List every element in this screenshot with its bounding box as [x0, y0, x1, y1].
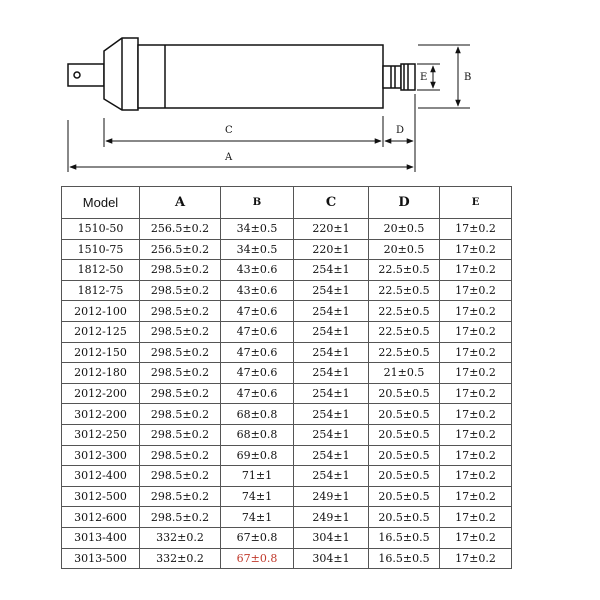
cell-a: 298.5±0.2 — [140, 363, 221, 384]
table-row — [62, 486, 512, 507]
cell-d: 16.5±0.5 — [369, 527, 440, 548]
table-row — [62, 321, 512, 342]
cell-e: 17±0.2 — [440, 527, 512, 548]
cell-a: 298.5±0.2 — [140, 404, 221, 425]
header-model: Model — [62, 187, 140, 219]
cell-b: 68±0.8 — [221, 424, 294, 445]
cell-b: 47±0.6 — [221, 321, 294, 342]
cell-d: 20.5±0.5 — [369, 486, 440, 507]
cell-d: 16.5±0.5 — [369, 548, 440, 569]
product-tube — [383, 66, 401, 88]
cell-e: 17±0.2 — [440, 486, 512, 507]
table-row — [62, 301, 512, 322]
label-b: B — [464, 72, 472, 83]
cell-d: 20.5±0.5 — [369, 466, 440, 487]
cell-model: 2012-180 — [62, 363, 140, 384]
cell-d: 20.5±0.5 — [369, 404, 440, 425]
cell-c: 254±1 — [294, 342, 369, 363]
cell-b: 67±0.8 — [221, 527, 294, 548]
cell-b: 34±0.5 — [221, 239, 294, 260]
cell-b: 43±0.6 — [221, 260, 294, 281]
cell-a: 298.5±0.2 — [140, 486, 221, 507]
cell-model: 2012-150 — [62, 342, 140, 363]
table-row — [62, 219, 512, 240]
cell-e: 17±0.2 — [440, 342, 512, 363]
table-row — [62, 424, 512, 445]
cell-model: 2012-125 — [62, 321, 140, 342]
membrane-body — [138, 45, 383, 108]
cell-e: 17±0.2 — [440, 404, 512, 425]
table-row — [62, 239, 512, 260]
table-row — [62, 342, 512, 363]
cell-e: 17±0.2 — [440, 363, 512, 384]
header-c: C — [294, 187, 369, 219]
table-row — [62, 445, 512, 466]
cell-e: 17±0.2 — [440, 445, 512, 466]
cell-a: 256.5±0.2 — [140, 239, 221, 260]
table-row — [62, 507, 512, 528]
cell-c: 254±1 — [294, 321, 369, 342]
cell-a: 332±0.2 — [140, 527, 221, 548]
cell-a: 298.5±0.2 — [140, 321, 221, 342]
table-row — [62, 548, 512, 569]
cell-e: 17±0.2 — [440, 507, 512, 528]
cell-d: 22.5±0.5 — [369, 321, 440, 342]
header-d: D — [369, 187, 440, 219]
cell-model: 3012-500 — [62, 486, 140, 507]
cell-model: 3012-300 — [62, 445, 140, 466]
cell-d: 22.5±0.5 — [369, 260, 440, 281]
cell-e: 17±0.2 — [440, 321, 512, 342]
label-c: C — [225, 125, 233, 136]
cell-b: 47±0.6 — [221, 342, 294, 363]
table-header-row — [62, 187, 512, 219]
label-e: E — [420, 72, 428, 83]
cell-b: 69±0.8 — [221, 445, 294, 466]
cell-e: 17±0.2 — [440, 239, 512, 260]
cell-c: 254±1 — [294, 383, 369, 404]
cell-c: 254±1 — [294, 363, 369, 384]
table-row — [62, 280, 512, 301]
cell-d: 20.5±0.5 — [369, 383, 440, 404]
cell-a: 298.5±0.2 — [140, 383, 221, 404]
cell-model: 2012-100 — [62, 301, 140, 322]
cell-b: 47±0.6 — [221, 301, 294, 322]
cell-c: 249±1 — [294, 486, 369, 507]
cell-model: 2012-200 — [62, 383, 140, 404]
cell-c: 254±1 — [294, 424, 369, 445]
cell-a: 298.5±0.2 — [140, 301, 221, 322]
table-row — [62, 260, 512, 281]
membrane-dimension-drawing — [0, 0, 600, 185]
cell-a: 332±0.2 — [140, 548, 221, 569]
cell-c: 220±1 — [294, 239, 369, 260]
cell-c: 220±1 — [294, 219, 369, 240]
cell-b: 74±1 — [221, 486, 294, 507]
cell-e: 17±0.2 — [440, 383, 512, 404]
cell-c: 254±1 — [294, 280, 369, 301]
cell-e: 17±0.2 — [440, 424, 512, 445]
cell-model: 3013-500 — [62, 548, 140, 569]
cell-b: 68±0.8 — [221, 404, 294, 425]
cell-b: 43±0.6 — [221, 280, 294, 301]
table-row — [62, 363, 512, 384]
cell-a: 298.5±0.2 — [140, 466, 221, 487]
cell-a: 298.5±0.2 — [140, 280, 221, 301]
cell-e: 17±0.2 — [440, 219, 512, 240]
cell-d: 20.5±0.5 — [369, 507, 440, 528]
cell-a: 298.5±0.2 — [140, 260, 221, 281]
cell-b: 71±1 — [221, 466, 294, 487]
table-row — [62, 466, 512, 487]
header-e: E — [440, 187, 512, 219]
header-a: A — [140, 187, 221, 219]
cell-model: 3013-400 — [62, 527, 140, 548]
cell-d: 20±0.5 — [369, 219, 440, 240]
cell-c: 249±1 — [294, 507, 369, 528]
cell-d: 21±0.5 — [369, 363, 440, 384]
cell-c: 254±1 — [294, 445, 369, 466]
cell-d: 22.5±0.5 — [369, 280, 440, 301]
label-a: A — [225, 152, 233, 163]
table-row — [62, 527, 512, 548]
cell-d: 22.5±0.5 — [369, 301, 440, 322]
cell-e: 17±0.2 — [440, 260, 512, 281]
cell-c: 304±1 — [294, 527, 369, 548]
dimension-spec-table — [61, 186, 512, 569]
cell-b: 74±1 — [221, 507, 294, 528]
cell-d: 22.5±0.5 — [369, 342, 440, 363]
cell-a: 256.5±0.2 — [140, 219, 221, 240]
cell-c: 254±1 — [294, 260, 369, 281]
cell-c: 304±1 — [294, 548, 369, 569]
cell-a: 298.5±0.2 — [140, 445, 221, 466]
cell-a: 298.5±0.2 — [140, 342, 221, 363]
cell-c: 254±1 — [294, 466, 369, 487]
cell-b: 47±0.6 — [221, 383, 294, 404]
header-b: B — [221, 187, 294, 219]
table-row — [62, 404, 512, 425]
end-cap — [104, 38, 138, 110]
cell-model: 3012-400 — [62, 466, 140, 487]
cell-d: 20.5±0.5 — [369, 445, 440, 466]
table-row — [62, 383, 512, 404]
cell-model: 3012-250 — [62, 424, 140, 445]
cell-d: 20±0.5 — [369, 239, 440, 260]
cell-b: 47±0.6 — [221, 363, 294, 384]
cell-c: 254±1 — [294, 301, 369, 322]
cell-a: 298.5±0.2 — [140, 424, 221, 445]
cell-e: 17±0.2 — [440, 280, 512, 301]
cell-c: 254±1 — [294, 404, 369, 425]
label-d: D — [396, 125, 405, 136]
cell-e: 17±0.2 — [440, 301, 512, 322]
cell-b: 34±0.5 — [221, 219, 294, 240]
cell-model: 3012-600 — [62, 507, 140, 528]
cell-a: 298.5±0.2 — [140, 507, 221, 528]
cell-e: 17±0.2 — [440, 548, 512, 569]
cell-model: 1812-50 — [62, 260, 140, 281]
cell-b: 67±0.8 — [221, 548, 294, 569]
cell-model: 1510-50 — [62, 219, 140, 240]
cell-e: 17±0.2 — [440, 466, 512, 487]
cell-model: 3012-200 — [62, 404, 140, 425]
cell-model: 1510-75 — [62, 239, 140, 260]
cell-model: 1812-75 — [62, 280, 140, 301]
cell-d: 20.5±0.5 — [369, 424, 440, 445]
